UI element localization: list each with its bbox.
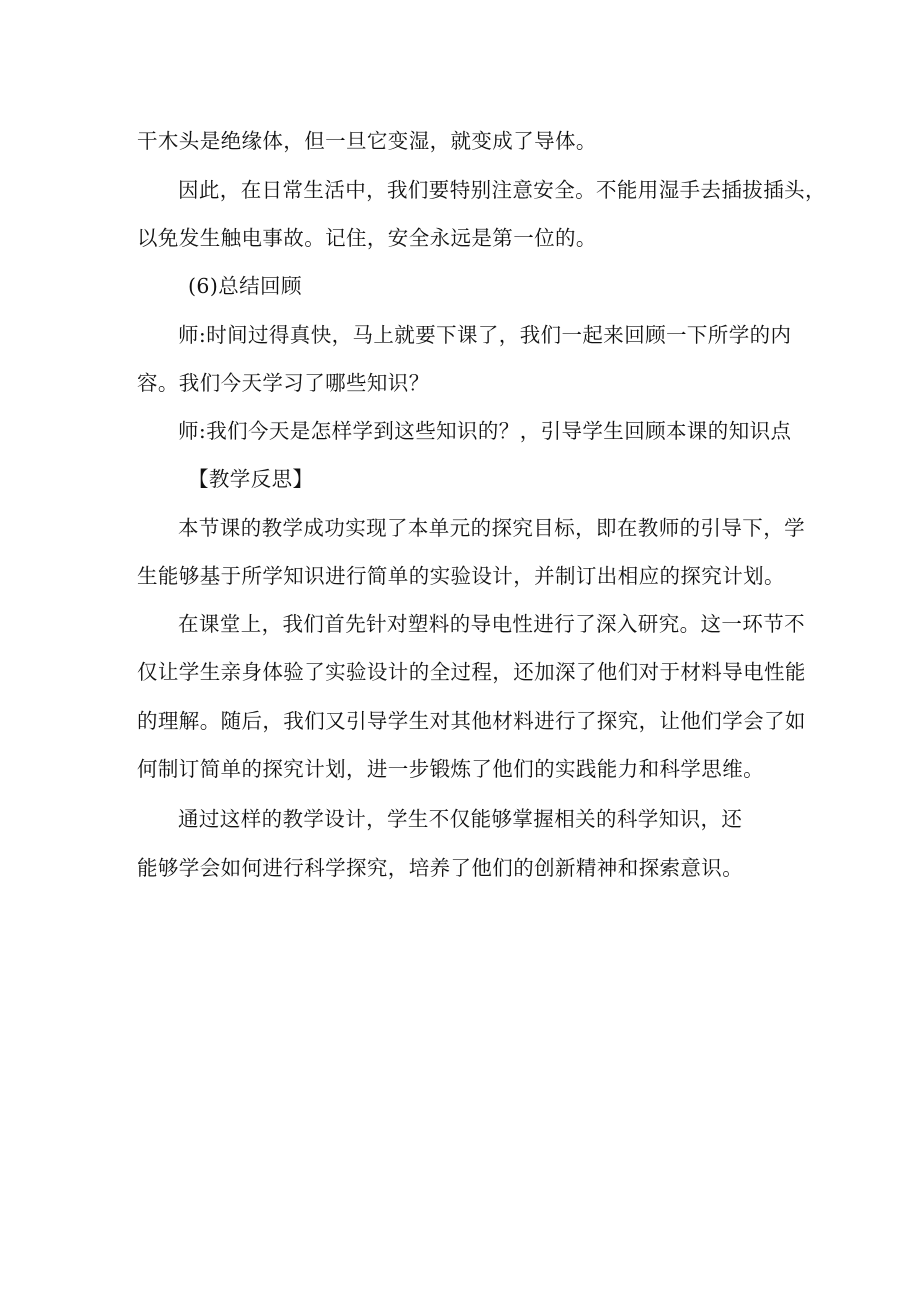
text-line: 容。我们今天学习了哪些知识？ [137, 371, 430, 395]
section-heading: 【教学反思】 [188, 467, 314, 491]
text-line: 师:时间过得真快，马上就要下课了，我们一起来回顾一下所学的内 [178, 323, 792, 347]
text-line: 干木头是绝缘体，但一旦它变湿，就变成了导体。 [137, 129, 597, 153]
text-line: 的理解。随后，我们又引导学生对其他材料进行了探究，让他们学会了如 [137, 709, 806, 733]
text-line: 本节课的教学成功实现了本单元的探究目标，即在教师的引导下，学 [178, 516, 805, 540]
text-line: 能够学会如何进行科学探究，培养了他们的创新精神和探索意识。 [137, 856, 744, 880]
text-line: 通过这样的教学设计，学生不仅能够掌握相关的科学知识，还 [178, 807, 743, 831]
text-line: 因此，在日常生活中，我们要特别注意安全。不能用湿手去插拔插头， [178, 178, 826, 202]
text-line: 师:我们今天是怎样学到这些知识的？，引导学生回顾本课的知识点 [178, 419, 792, 443]
text-line: 何制订简单的探究计划，进一步锻炼了他们的实践能力和科学思维。 [137, 757, 764, 781]
text-line: 在课堂上，我们首先针对塑料的导电性进行了深入研究。这一环节不 [178, 612, 805, 636]
text-line: 以免发生触电事故。记住，安全永远是第一位的。 [137, 226, 597, 250]
text-line: 仅让学生亲身体验了实验设计的全过程，还加深了他们对于材料导电性能 [137, 660, 806, 684]
text-line: 生能够基于所学知识进行简单的实验设计，并制订出相应的探究计划。 [137, 564, 785, 588]
section-heading: (6)总结回顾 [188, 274, 302, 298]
